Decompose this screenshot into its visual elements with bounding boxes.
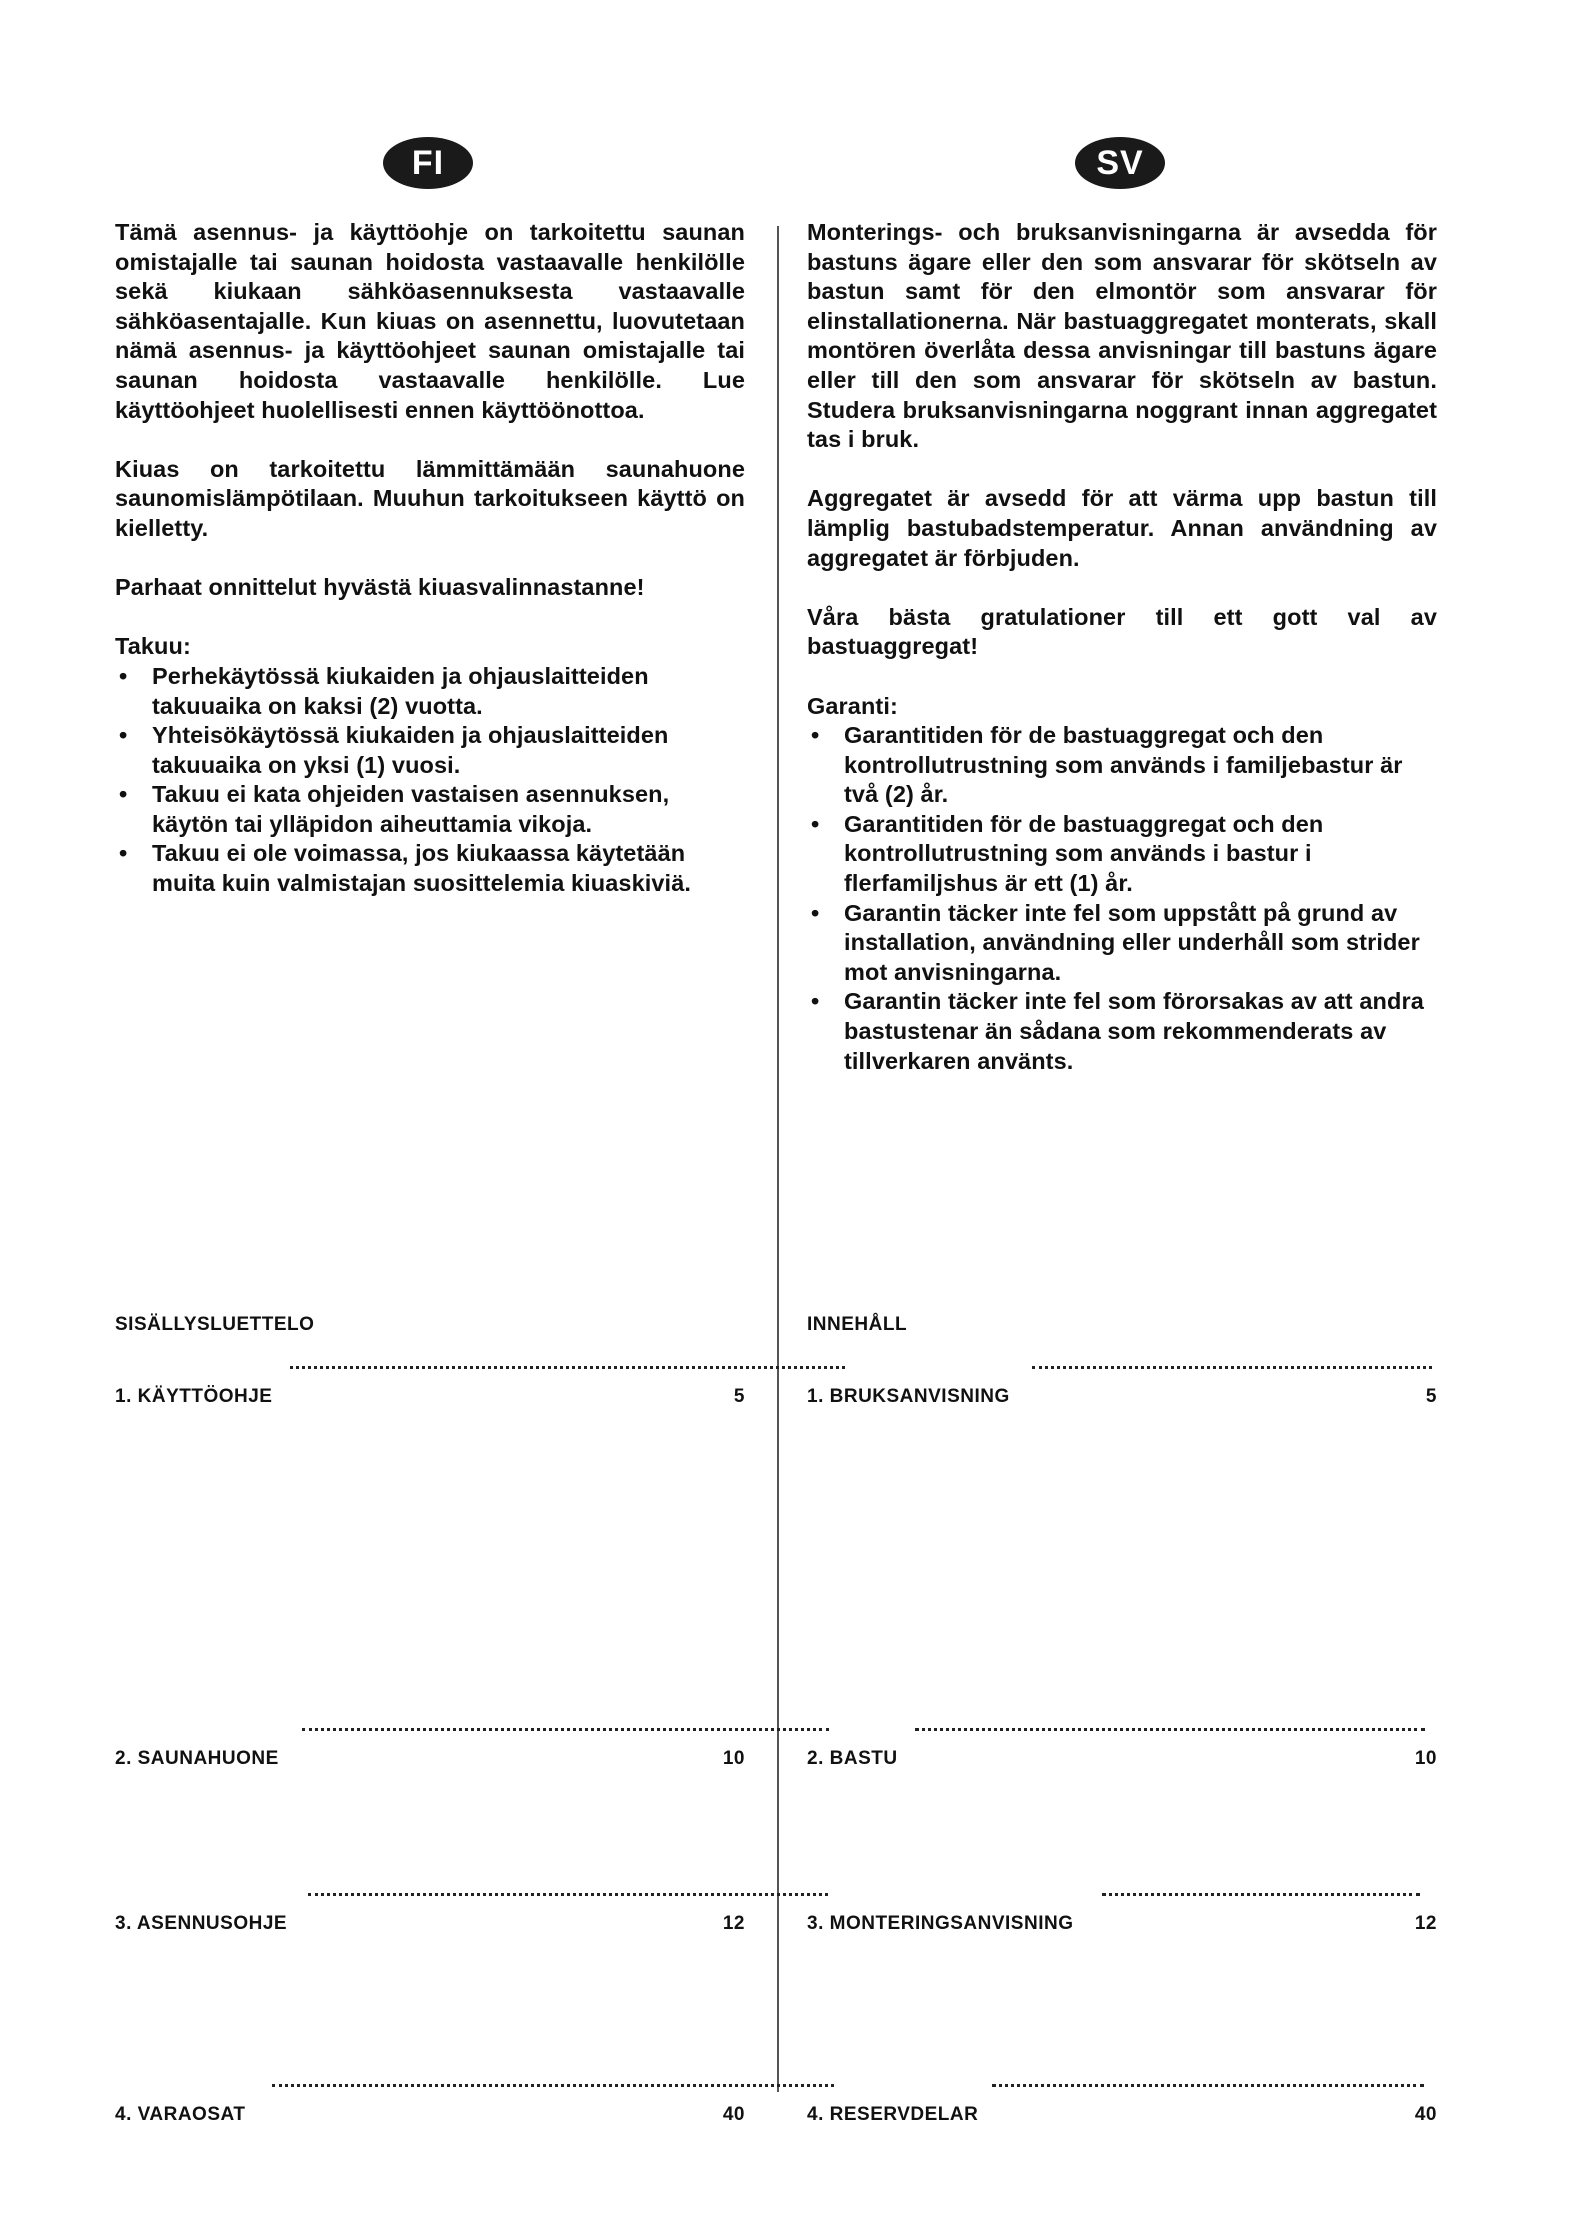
list-item: • Yhteisökäytössä kiukaiden ja ohjauslaitteiden takuuaika on yksi (1) vuosi. — [119, 722, 669, 778]
dot-leader — [302, 1728, 829, 1734]
fi-warranty-title: Takuu: — [115, 633, 191, 660]
fi-toc-entry-4[interactable] — [115, 2096, 745, 2126]
dot-leader — [1032, 1366, 1432, 1372]
sv-warranty-title: Garanti: — [807, 692, 898, 719]
toc-label: 2. SAUNAHUONE — [115, 1748, 279, 1769]
bullet-icon: • — [811, 722, 820, 749]
dot-leader — [272, 2084, 834, 2090]
bullet-icon: • — [119, 781, 128, 808]
toc-page-number: 5 — [733, 1386, 745, 1407]
sv-congrats-paragraph: Våra bästa gratulationer till ett gott val av bastuaggregat! — [807, 603, 1437, 660]
list-item: • Takuu ei ole voimassa, jos kiukaassa käytetään muita kuin valmistajan suosittelemia kiuaskiviä. — [119, 840, 691, 897]
column-divider — [777, 226, 779, 2092]
toc-label: 4. VARAOSAT — [115, 2104, 246, 2125]
fi-toc-entry-3[interactable] — [115, 1905, 745, 1935]
fi-toc-entry-2[interactable] — [115, 1740, 745, 1770]
bullet-icon: • — [119, 840, 128, 867]
toc-label: 3. ASENNUSOHJE — [115, 1913, 288, 1934]
list-item: • Takuu ei kata ohjeiden vastaisen asennuksen, käytön tai ylläpidon aiheuttamia vikoja. — [119, 781, 670, 837]
toc-label: 1. BRUKSANVISNING — [807, 1386, 1010, 1407]
sv-warranty-list — [807, 721, 1437, 1076]
list-item: • Garantin täcker inte fel som uppstått på grund av installation, användning eller underhåll som strider mot anvisningarna. — [811, 899, 1420, 985]
fi-congrats-paragraph: Parhaat onnittelut hyvästä kiuasvalinnastanne! — [115, 574, 645, 601]
sv-intro-paragraph: Monterings- och bruksanvisningarna är avsedda för bastuns ägare eller den som ansvarar för skötseln av bastun samt för den elmontör som ansvarar för elinstallationerna. När bastuaggregatet monterats, skall montören överlåta dessa anvisningar till bastuns ägare eller till den som ansvarar för skötseln av bastun. Studera bruksanvisningarna noggrant innan aggregatet tas i bruk. — [807, 219, 1437, 453]
fi-toc-title: SISÄLLYSLUETTELO — [115, 1314, 315, 1335]
toc-label: 4. RESERVDELAR — [807, 2104, 979, 2125]
bullet-icon: • — [811, 988, 820, 1015]
list-item: • Garantitiden för de bastuaggregat och den kontrollutrustning som används i bastur i flerfamiljshus är ett (1) år. — [811, 810, 1324, 897]
toc-page-number: 5 — [1425, 1386, 1437, 1407]
dot-leader — [915, 1728, 1425, 1734]
bullet-icon: • — [811, 899, 820, 926]
bullet-icon: • — [811, 810, 820, 837]
toc-page-number: 10 — [722, 1748, 745, 1769]
toc-label: 3. MONTERINGSANVISNING — [807, 1913, 1074, 1934]
dot-leader — [992, 2084, 1424, 2090]
list-item: • Garantitiden för de bastuaggregat och den kontrollutrustning som används i familjebastur är två (2) år. — [811, 722, 1403, 808]
toc-page-number: 10 — [1414, 1748, 1437, 1769]
toc-label: 1. KÄYTTÖOHJE — [115, 1386, 273, 1407]
swedish-column — [807, 218, 1437, 1076]
toc-page-number: 40 — [1414, 2104, 1437, 2125]
fi-purpose-paragraph: Kiuas on tarkoitettu lämmittämään saunahuone saunomislämpötilaan. Muuhun tarkoitukseen käyttö on kielletty. — [115, 455, 745, 541]
fi-warranty-list — [115, 662, 745, 899]
sv-toc-entry-3[interactable] — [807, 1905, 1437, 1935]
toc-page-number: 12 — [722, 1913, 745, 1934]
fi-intro-paragraph: Tämä asennus- ja käyttöohje on tarkoitettu saunan omistajalle tai saunan hoidosta vastaavalle henkilölle sekä kiukaan sähköasennuksesta vastaavalle sähköasentajalle. Kun kiuas on asennettu, luovutetaan nämä asennus- ja käyttöohjeet saunan omistajalle tai saunan hoidosta vastaavalle henkilölle. Lue käyttöohjeet huolellisesti ennen käyttöönottoa. — [115, 219, 745, 423]
list-item: • Perhekäytössä kiukaiden ja ohjauslaitteiden takuuaika on kaksi (2) vuotta. — [119, 662, 649, 719]
language-badge-fi: FI — [383, 137, 473, 189]
sv-purpose-paragraph: Aggregatet är avsedd för att värma upp bastun till lämplig bastubadstemperatur. Annan användning av aggregatet är förbjuden. — [807, 485, 1437, 571]
toc-page-number: 40 — [722, 2104, 745, 2125]
finnish-column — [115, 218, 745, 899]
language-badge-sv: SV — [1075, 137, 1165, 189]
bullet-icon: • — [119, 722, 128, 749]
dot-leader — [290, 1366, 845, 1372]
fi-toc-entry-1[interactable] — [115, 1378, 745, 1408]
dot-leader — [308, 1893, 828, 1899]
list-item: • Garantin täcker inte fel som förorsakas av att andra bastustenar än sådana som rekommenderats av tillverkaren använts. — [811, 988, 1424, 1074]
dot-leader — [1102, 1893, 1420, 1899]
sv-toc-entry-2[interactable] — [807, 1740, 1437, 1770]
bullet-icon: • — [119, 662, 128, 689]
toc-page-number: 12 — [1414, 1913, 1437, 1934]
toc-label: 2. BASTU — [807, 1748, 898, 1769]
sv-toc-title: INNEHÅLL — [807, 1314, 908, 1335]
sv-toc-entry-4[interactable] — [807, 2096, 1437, 2126]
sv-toc-entry-1[interactable] — [807, 1378, 1437, 1408]
